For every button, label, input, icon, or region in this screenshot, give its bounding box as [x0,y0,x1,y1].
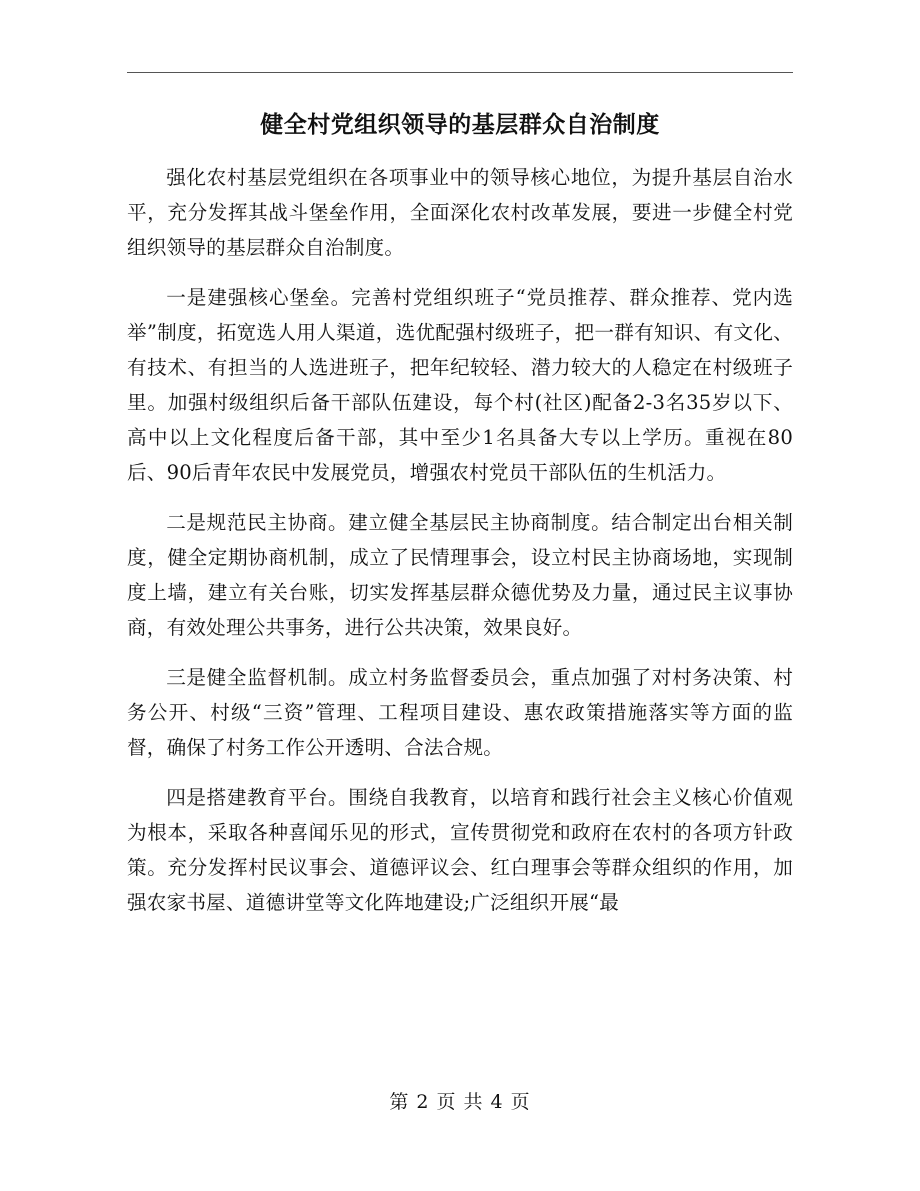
document-body [127,160,793,935]
header-rule [127,72,793,73]
paragraph-education-platform: 四是搭建教育平台。围绕自我教育，以培育和践行社会主义核心价值观为根本，采取各种喜闻乐见的形式，宣传贯彻党和政府在农村的各项方针政策。充分发挥村民议事会、道德评议会、红白理事会等群众组织的作用，加强农家书屋、道德讲堂等文化阵地建设;广泛组织开展“最 [127,786,793,914]
document-title: 健全村党组织领导的基层群众自治制度 [260,111,660,138]
page-number-footer: 第 2 页 共 4 页 [389,1091,531,1113]
paragraph-democratic-consultation: 二是规范民主协商。建立健全基层民主协商制度。结合制定出台相关制度，健全定期协商机制，成立了民情理事会，设立村民主协商场地，实现制度上墙，建立有关台账，切实发挥基层群众德优势及力量，通过民主议事协商，有效处理公共事务，进行公共决策，效果良好。 [127,511,793,639]
paragraph-supervision-mechanism: 三是健全监督机制。成立村务监督委员会，重点加强了对村务决策、村务公开、村级“三资”管理、工程项目建设、惠农政策措施落实等方面的监督，确保了村务工作公开透明、合法合规。 [127,666,793,759]
paragraph-core-stronghold: 一是建强核心堡垒。完善村党组织班子“党员推荐、群众推荐、党内选举”制度，拓宽选人用人渠道，选优配强村级班子，把一群有知识、有文化、有技术、有担当的人选进班子，把年纪较轻、潜力较大的人稳定在村级班子里。加强村级组织后备干部队伍建设，每个村(社区)配备2-3名35岁以下、高中以上文化程度后备干部，其中至少1名具备大专以上学历。重视在80后、90后青年农民中发展党员，增强农村党员干部队伍的生机活力。 [127,286,793,484]
paragraph-intro: 强化农村基层党组织在各项事业中的领导核心地位，为提升基层自治水平，充分发挥其战斗堡垒作用，全面深化农村改革发展，要进一步健全村党组织领导的基层群众自治制度。 [127,166,793,259]
